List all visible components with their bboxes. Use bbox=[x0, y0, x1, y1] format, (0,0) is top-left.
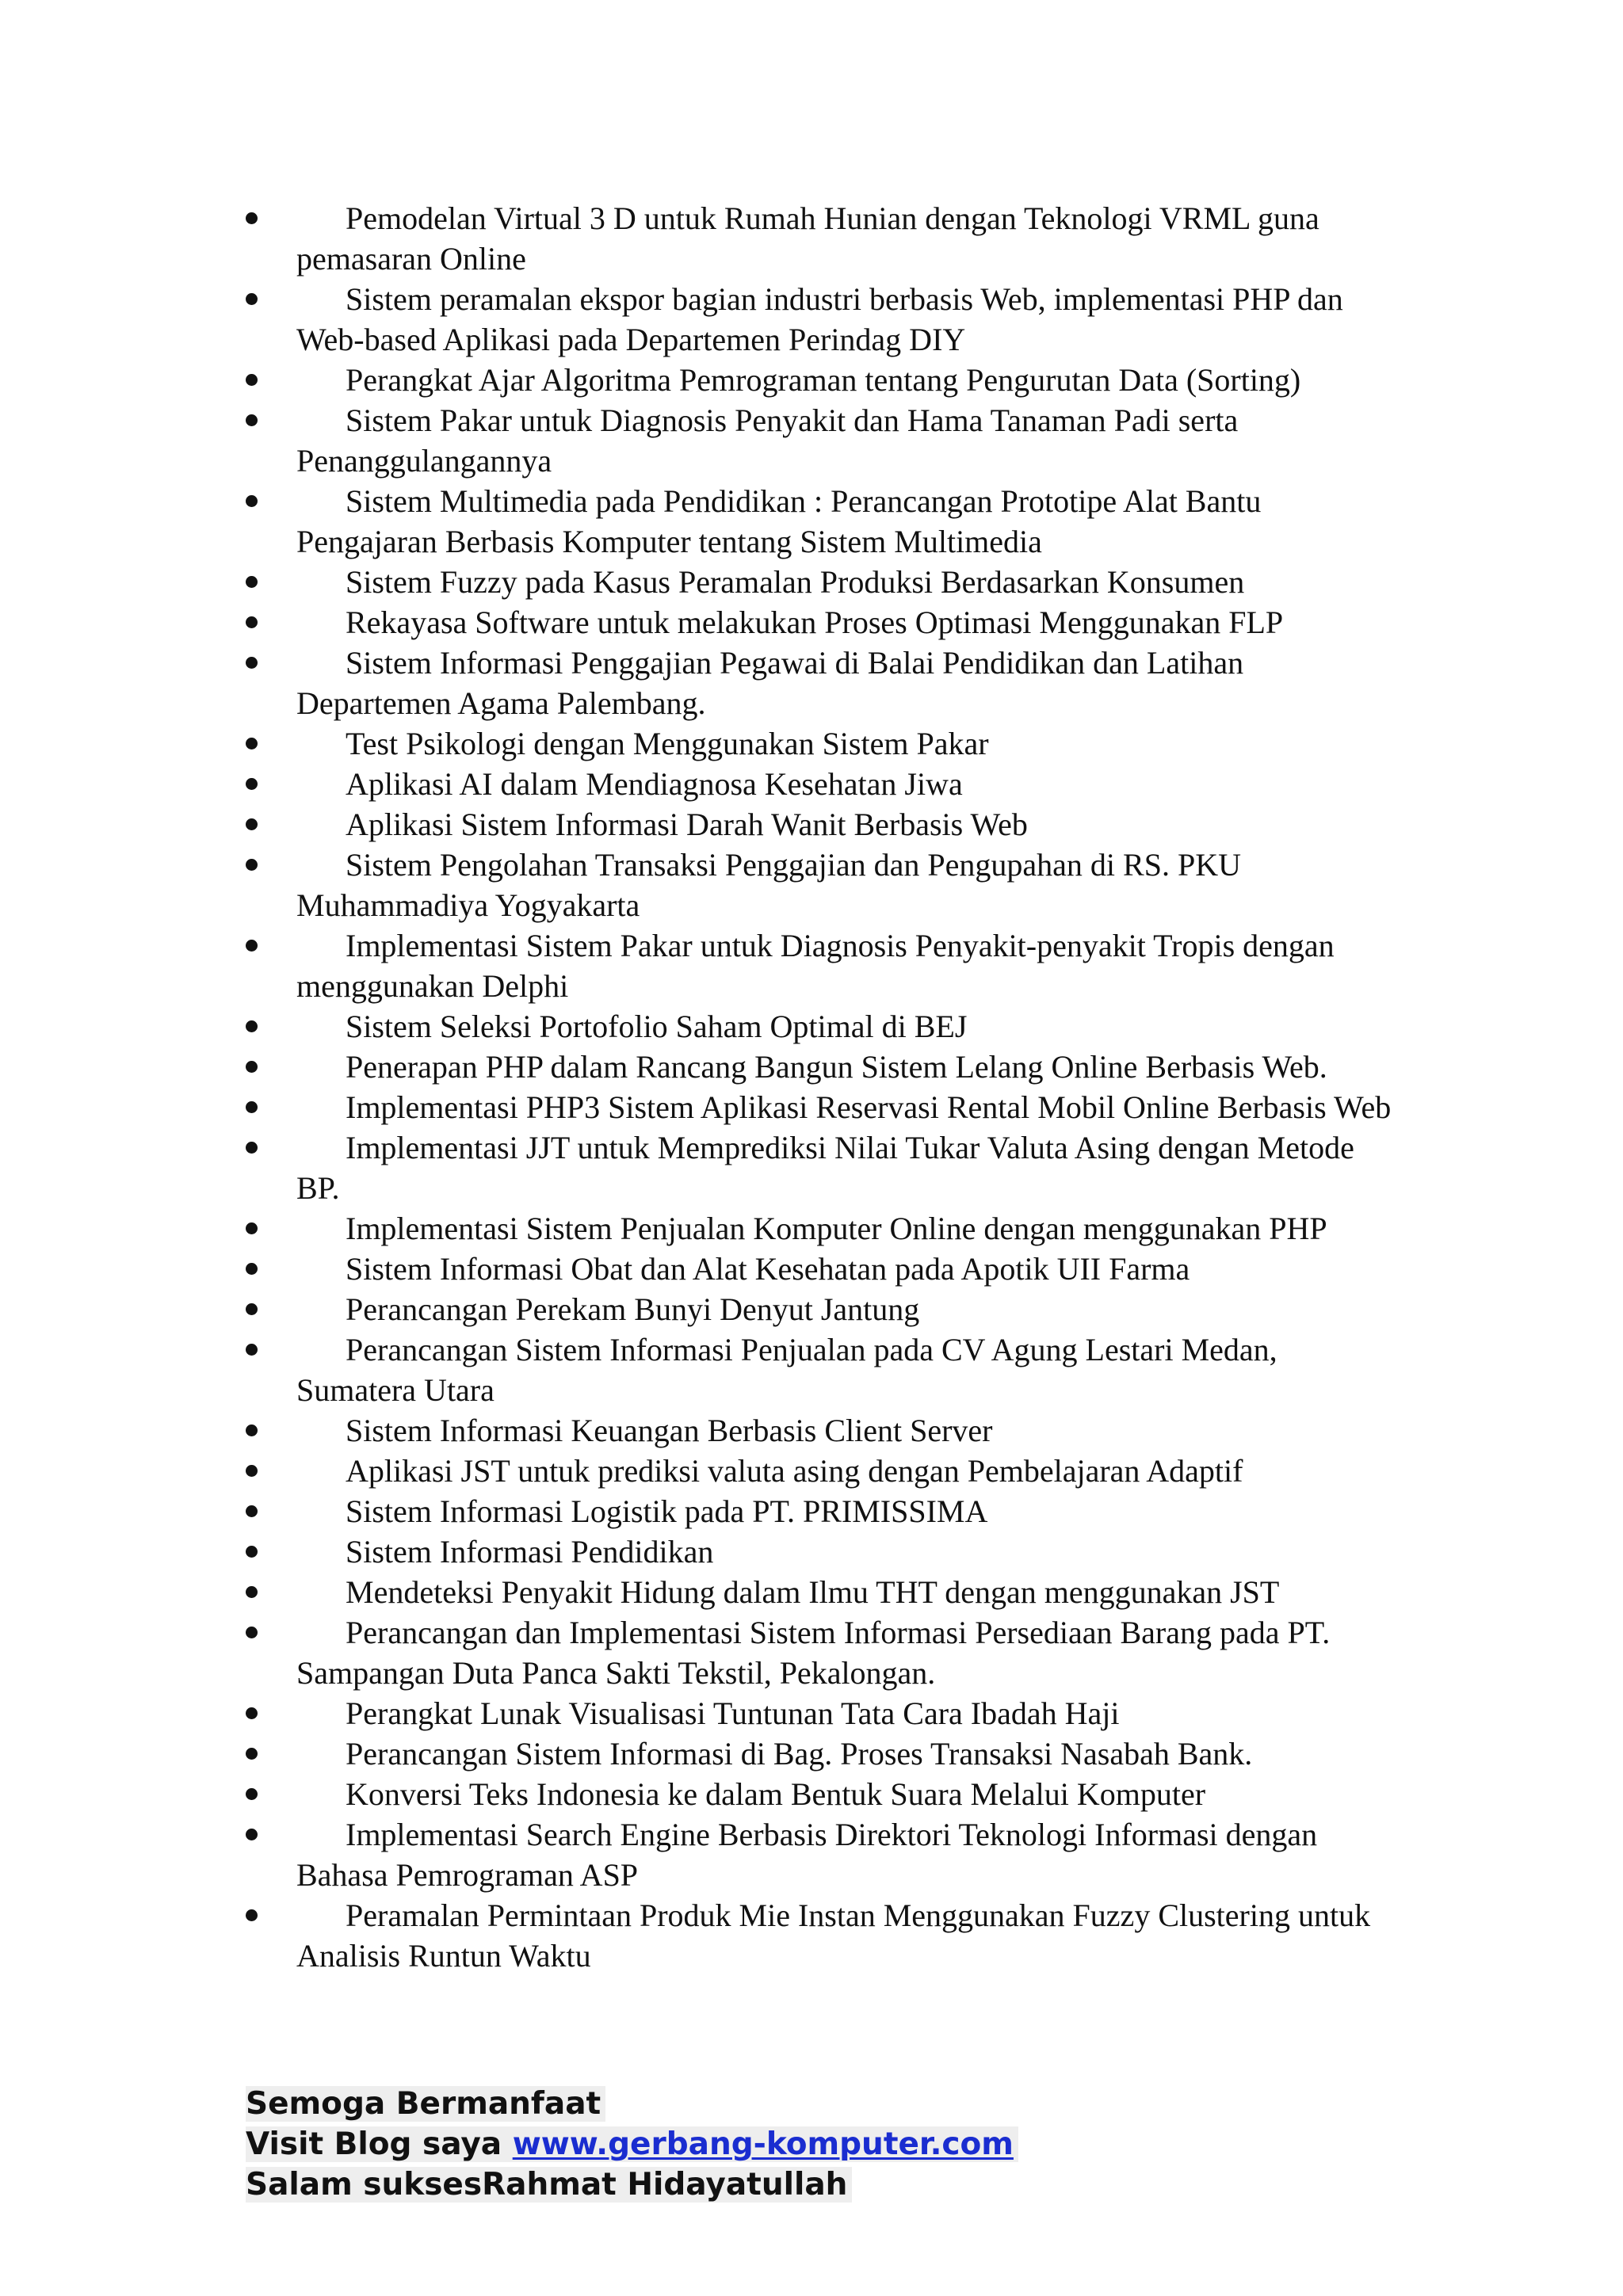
bullet-icon bbox=[246, 495, 258, 507]
list-item-text: Sistem Informasi Keuangan Berbasis Client Server bbox=[346, 1413, 993, 1448]
list-item bbox=[246, 1047, 1395, 1087]
bullet-icon bbox=[246, 1425, 258, 1436]
bullet-icon bbox=[246, 1788, 258, 1800]
bullet-icon bbox=[246, 616, 258, 628]
list-item-text: Perangkat Lunak Visualisasi Tuntunan Tata Cara Ibadah Haji bbox=[346, 1695, 1120, 1731]
list-item bbox=[246, 1895, 1395, 1976]
list-item bbox=[246, 1208, 1395, 1249]
list-item-text: Implementasi Sistem Penjualan Komputer Online dengan menggunakan PHP bbox=[346, 1211, 1327, 1246]
list-item bbox=[246, 1249, 1395, 1289]
list-item bbox=[246, 1410, 1395, 1451]
list-item bbox=[246, 1572, 1395, 1612]
bullet-icon bbox=[246, 1142, 258, 1154]
bullet-icon bbox=[246, 1061, 258, 1073]
list-item bbox=[246, 925, 1395, 1006]
list-item-text: Sistem Fuzzy pada Kasus Peramalan Produksi Berdasarkan Konsumen bbox=[346, 564, 1245, 600]
list-item bbox=[246, 1774, 1395, 1814]
bullet-icon bbox=[246, 657, 258, 669]
list-item bbox=[246, 1127, 1395, 1208]
bullet-icon bbox=[246, 818, 258, 830]
list-item bbox=[246, 845, 1395, 925]
bullet-icon bbox=[246, 1101, 258, 1113]
bullet-icon bbox=[246, 859, 258, 871]
list-item bbox=[246, 1612, 1395, 1693]
list-item bbox=[246, 764, 1395, 804]
list-item bbox=[246, 643, 1395, 723]
list-item-text: Implementasi PHP3 Sistem Aplikasi Reservasi Rental Mobil Online Berbasis Web bbox=[346, 1089, 1392, 1125]
list-item-text: Perancangan Sistem Informasi di Bag. Proses Transaksi Nasabah Bank. bbox=[346, 1736, 1253, 1772]
list-item bbox=[246, 279, 1395, 360]
list-item-text: Sistem Pakar untuk Diagnosis Penyakit dan Hama Tanaman Padi serta Penanggulangannya bbox=[296, 402, 1239, 479]
bullet-icon bbox=[246, 1707, 258, 1719]
list-item bbox=[246, 1329, 1395, 1410]
closing-line-3 bbox=[246, 2164, 1018, 2205]
list-item-text: Rekayasa Software untuk melakukan Proses Optimasi Menggunakan FLP bbox=[346, 605, 1284, 640]
list-item bbox=[246, 562, 1395, 602]
bullet-icon bbox=[246, 1465, 258, 1477]
bullet-icon bbox=[246, 1909, 258, 1921]
list-item-text: Sistem Informasi Pendidikan bbox=[346, 1534, 714, 1569]
list-item-text: Pemodelan Virtual 3 D untuk Rumah Hunian dengan Teknologi VRML guna pemasaran Online bbox=[296, 200, 1319, 277]
closing-footer bbox=[246, 2084, 1018, 2205]
bullet-icon bbox=[246, 738, 258, 749]
list-item-text: Implementasi JJT untuk Memprediksi Nilai Tukar Valuta Asing dengan Metode BP. bbox=[296, 1130, 1354, 1206]
list-item-text: Implementasi Sistem Pakar untuk Diagnosis Penyakit-penyakit Tropis dengan menggunakan Delphi bbox=[296, 928, 1335, 1004]
bullet-icon bbox=[246, 1586, 258, 1598]
list-item bbox=[246, 1531, 1395, 1572]
visit-blog-text bbox=[246, 2126, 1018, 2162]
list-item bbox=[246, 1693, 1395, 1733]
list-item-text: Aplikasi AI dalam Mendiagnosa Kesehatan Jiwa bbox=[346, 766, 963, 802]
bullet-icon bbox=[246, 374, 258, 386]
list-item-text: Perangkat Ajar Algoritma Pemrograman tentang Pengurutan Data (Sorting) bbox=[346, 362, 1301, 398]
list-item bbox=[246, 804, 1395, 845]
list-item bbox=[246, 1733, 1395, 1774]
bullet-icon bbox=[246, 1263, 258, 1275]
closing-greeting: Semoga Bermanfaat bbox=[246, 2086, 605, 2122]
bullet-icon bbox=[246, 1627, 258, 1638]
list-item bbox=[246, 1087, 1395, 1127]
list-item-text: Sistem Seleksi Portofolio Saham Optimal di BEJ bbox=[346, 1009, 968, 1044]
list-item-text: Aplikasi JST untuk prediksi valuta asing dengan Pembelajaran Adaptif bbox=[346, 1453, 1243, 1489]
bullet-icon bbox=[246, 293, 258, 305]
bullet-icon bbox=[246, 1344, 258, 1356]
list-item-text: Mendeteksi Penyakit Hidung dalam Ilmu THT dengan menggunakan JST bbox=[346, 1574, 1280, 1610]
closing-line-2 bbox=[246, 2124, 1018, 2164]
list-item-text: Sistem Informasi Obat dan Alat Kesehatan pada Apotik UII Farma bbox=[346, 1251, 1190, 1287]
closing-line-1 bbox=[246, 2084, 1018, 2124]
list-item bbox=[246, 723, 1395, 764]
bullet-icon bbox=[246, 414, 258, 426]
bullet-icon bbox=[246, 1505, 258, 1517]
list-item bbox=[246, 400, 1395, 481]
bullet-icon bbox=[246, 1222, 258, 1234]
blog-link[interactable]: www.gerbang-komputer.com bbox=[512, 2126, 1014, 2162]
list-item-text: Peramalan Permintaan Produk Mie Instan Menggunakan Fuzzy Clustering untuk Analisis Runtun Waktu bbox=[296, 1897, 1371, 1974]
list-item bbox=[246, 1289, 1395, 1329]
list-item bbox=[246, 198, 1395, 279]
topic-list bbox=[246, 198, 1395, 1976]
list-item-text: Penerapan PHP dalam Rancang Bangun Sistem Lelang Online Berbasis Web. bbox=[346, 1049, 1327, 1085]
list-item-text: Implementasi Search Engine Berbasis Direktori Teknologi Informasi dengan Bahasa Pemrograman ASP bbox=[296, 1817, 1318, 1893]
list-item-text: Konversi Teks Indonesia ke dalam Bentuk Suara Melalui Komputer bbox=[346, 1776, 1206, 1812]
list-item-text: Sistem Informasi Penggajian Pegawai di Balai Pendidikan dan Latihan Departemen Agama Palembang. bbox=[296, 645, 1244, 721]
list-item bbox=[246, 360, 1395, 400]
visit-blog-label: Visit Blog saya bbox=[246, 2126, 513, 2162]
list-item bbox=[246, 602, 1395, 643]
list-item-text: Perancangan Sistem Informasi Penjualan pada CV Agung Lestari Medan, Sumatera Utara bbox=[296, 1332, 1277, 1408]
bullet-icon bbox=[246, 1748, 258, 1760]
bullet-icon bbox=[246, 576, 258, 588]
list-item-text: Test Psikologi dengan Menggunakan Sistem Pakar bbox=[346, 726, 989, 761]
list-item-text: Perancangan Perekam Bunyi Denyut Jantung bbox=[346, 1291, 920, 1327]
bullet-icon bbox=[246, 212, 258, 224]
list-item-text: Sistem Multimedia pada Pendidikan : Perancangan Prototipe Alat Bantu Pengajaran Berbasis Komputer tentang Sistem Multimedia bbox=[296, 483, 1262, 559]
list-item bbox=[246, 481, 1395, 562]
list-item-text: Aplikasi Sistem Informasi Darah Wanit Berbasis Web bbox=[346, 807, 1028, 842]
list-item-text: Sistem Pengolahan Transaksi Penggajian dan Pengupahan di RS. PKU Muhammadiya Yogyakarta bbox=[296, 847, 1241, 923]
bullet-icon bbox=[246, 1303, 258, 1315]
bullet-icon bbox=[246, 1546, 258, 1558]
bullet-icon bbox=[246, 1020, 258, 1032]
list-item-text: Sistem peramalan ekspor bagian industri berbasis Web, implementasi PHP dan Web-based Aplikasi pada Departemen Perindag DIY bbox=[296, 281, 1343, 357]
list-item bbox=[246, 1814, 1395, 1895]
list-item bbox=[246, 1491, 1395, 1531]
bullet-icon bbox=[246, 940, 258, 952]
list-item-text: Perancangan dan Implementasi Sistem Informasi Persediaan Barang pada PT. Sampangan Duta Panca Sakti Tekstil, Pekalongan. bbox=[296, 1615, 1331, 1691]
bullet-icon bbox=[246, 778, 258, 790]
list-item-text: Sistem Informasi Logistik pada PT. PRIMISSIMA bbox=[346, 1493, 988, 1529]
list-item bbox=[246, 1451, 1395, 1491]
list-item bbox=[246, 1006, 1395, 1047]
bullet-icon bbox=[246, 1829, 258, 1840]
closing-signature: Salam suksesRahmat Hidayatullah bbox=[246, 2167, 852, 2203]
